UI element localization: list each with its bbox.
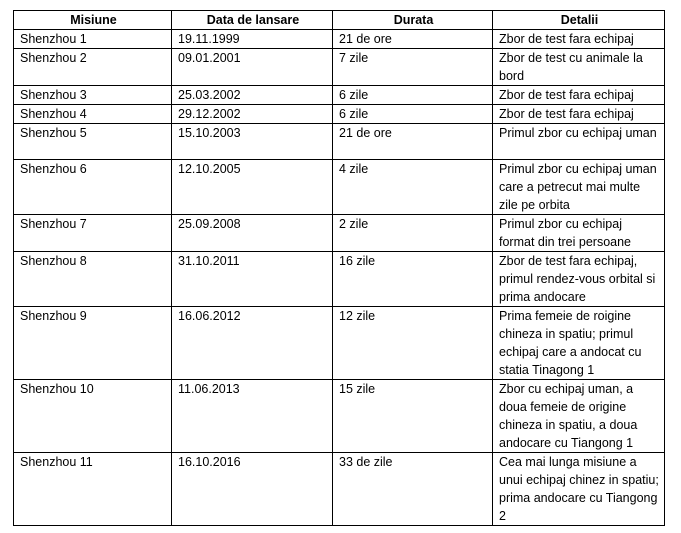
table-row (14, 160, 665, 215)
cell-misiune: Shenzhou 11 (14, 453, 172, 526)
cell-misiune: Shenzhou 5 (14, 124, 172, 160)
table-row (14, 49, 665, 86)
cell-detalii: Primul zbor cu echipaj uman care a petrecut mai multe zile pe orbita (493, 160, 665, 215)
cell-detalii: Zbor de test fara echipaj, primul rendez-vous orbital si prima andocare (493, 252, 665, 307)
cell-detalii: Zbor de test cu animale la bord (493, 49, 665, 86)
cell-data: 16.06.2012 (172, 307, 333, 380)
cell-misiune: Shenzhou 8 (14, 252, 172, 307)
cell-durata: 4 zile (333, 160, 493, 215)
cell-misiune: Shenzhou 3 (14, 86, 172, 105)
document-page (13, 10, 664, 526)
cell-data: 25.03.2002 (172, 86, 333, 105)
cell-data: 31.10.2011 (172, 252, 333, 307)
cell-data: 09.01.2001 (172, 49, 333, 86)
shenzhou-missions-table (13, 10, 665, 526)
table-row (14, 105, 665, 124)
cell-misiune: Shenzhou 10 (14, 380, 172, 453)
header-data-de-lansare: Data de lansare (172, 11, 333, 30)
header-misiune: Misiune (14, 11, 172, 30)
table-row (14, 307, 665, 380)
table-row (14, 86, 665, 105)
cell-detalii: Zbor de test fara echipaj (493, 105, 665, 124)
cell-durata: 12 zile (333, 307, 493, 380)
cell-data: 19.11.1999 (172, 30, 333, 49)
table-row (14, 252, 665, 307)
table-row (14, 453, 665, 526)
cell-detalii: Primul zbor cu echipaj uman (493, 124, 665, 160)
header-durata: Durata (333, 11, 493, 30)
cell-misiune: Shenzhou 7 (14, 215, 172, 252)
cell-detalii: Zbor de test fara echipaj (493, 30, 665, 49)
table-row (14, 380, 665, 453)
cell-durata: 21 de ore (333, 30, 493, 49)
cell-misiune: Shenzhou 2 (14, 49, 172, 86)
cell-data: 16.10.2016 (172, 453, 333, 526)
cell-durata: 16 zile (333, 252, 493, 307)
cell-data: 25.09.2008 (172, 215, 333, 252)
cell-detalii: Prima femeie de roigine chineza in spatiu; primul echipaj care a andocat cu statia Tinagong 1 (493, 307, 665, 380)
cell-durata: 7 zile (333, 49, 493, 86)
cell-durata: 33 de zile (333, 453, 493, 526)
table-row (14, 30, 665, 49)
cell-detalii: Zbor cu echipaj uman, a doua femeie de origine chineza in spatiu, a doua andocare cu Tiangong 1 (493, 380, 665, 453)
table-row (14, 124, 665, 160)
cell-misiune: Shenzhou 9 (14, 307, 172, 380)
cell-data: 29.12.2002 (172, 105, 333, 124)
cell-misiune: Shenzhou 4 (14, 105, 172, 124)
cell-detalii: Zbor de test fara echipaj (493, 86, 665, 105)
cell-detalii: Primul zbor cu echipaj format din trei persoane (493, 215, 665, 252)
header-detalii: Detalii (493, 11, 665, 30)
cell-detalii: Cea mai lunga misiune a unui echipaj chinez in spatiu; prima andocare cu Tiangong 2 (493, 453, 665, 526)
cell-durata: 6 zile (333, 105, 493, 124)
cell-durata: 21 de ore (333, 124, 493, 160)
cell-durata: 6 zile (333, 86, 493, 105)
table-row (14, 215, 665, 252)
cell-durata: 2 zile (333, 215, 493, 252)
cell-misiune: Shenzhou 6 (14, 160, 172, 215)
cell-data: 12.10.2005 (172, 160, 333, 215)
cell-misiune: Shenzhou 1 (14, 30, 172, 49)
cell-data: 15.10.2003 (172, 124, 333, 160)
cell-data: 11.06.2013 (172, 380, 333, 453)
cell-durata: 15 zile (333, 380, 493, 453)
table-header-row (14, 11, 665, 30)
